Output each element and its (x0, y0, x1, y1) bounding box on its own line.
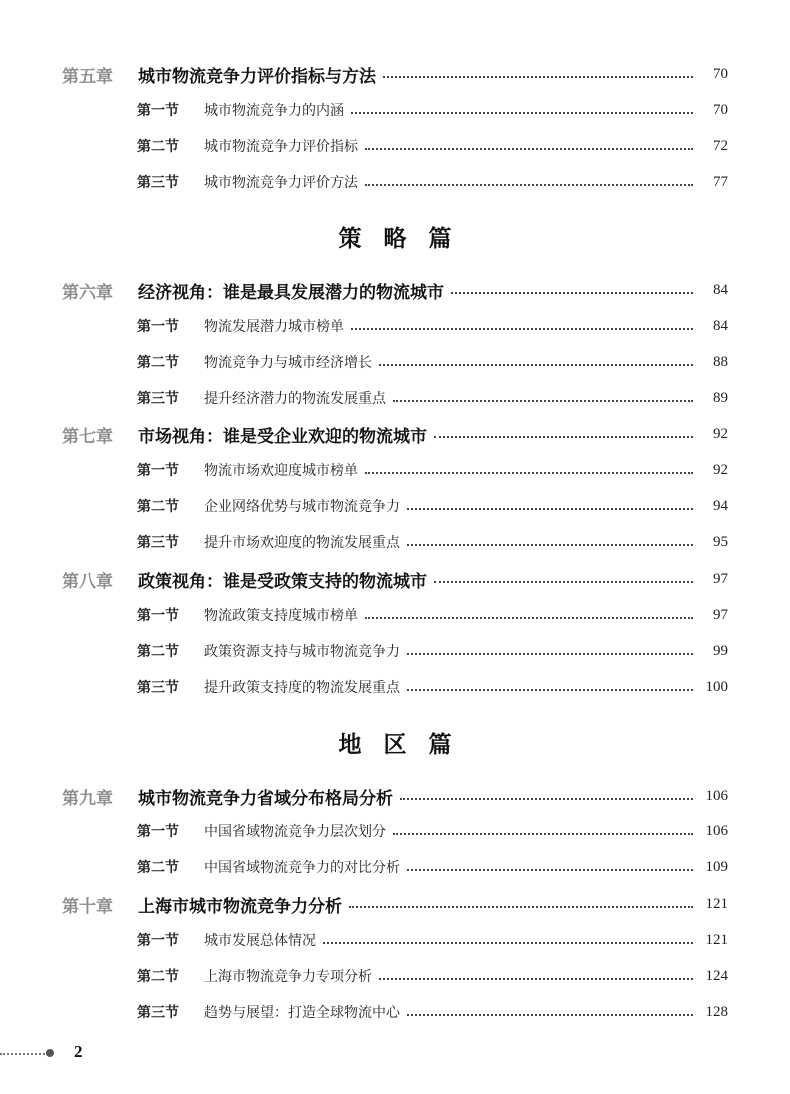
toc-chapter-7[interactable] (62, 422, 728, 446)
section-label: 第三节 (137, 1005, 179, 1021)
page-number: 70 (713, 101, 728, 118)
section-label: 第二节 (137, 139, 179, 155)
page-number: 97 (713, 606, 728, 623)
section-title: 上海市物流竞争力专项分析 (204, 969, 372, 985)
toc-section[interactable] (137, 458, 728, 482)
section-title: 企业网络优势与城市物流竞争力 (204, 499, 400, 515)
section-label: 第三节 (137, 680, 179, 696)
page-number: 77 (713, 173, 728, 190)
dot-leader (400, 798, 693, 800)
dot-leader (407, 544, 693, 546)
toc-section[interactable] (137, 1000, 728, 1024)
dot-leader (393, 400, 693, 402)
dot-leader (393, 833, 693, 835)
dot-leader (323, 942, 693, 944)
toc-section[interactable] (137, 855, 728, 879)
chapter-label: 第十章 (62, 896, 113, 917)
dot-leader (407, 689, 693, 691)
section-title: 提升市场欢迎度的物流发展重点 (204, 535, 400, 551)
toc-chapter-5[interactable] (62, 62, 728, 86)
dot-leader (351, 328, 693, 330)
footer-dotted-rule (0, 1053, 48, 1055)
section-label: 第三节 (137, 535, 179, 551)
section-label: 第二节 (137, 499, 179, 515)
section-title: 城市物流竞争力评价方法 (204, 175, 358, 191)
page-number: 97 (713, 570, 728, 587)
section-title: 物流市场欢迎度城市榜单 (204, 463, 358, 479)
chapter-title: 市场视角：谁是受企业欢迎的物流城市 (138, 426, 427, 447)
section-title: 城市物流竞争力评价指标 (204, 139, 358, 155)
page-number: 99 (713, 642, 728, 659)
chapter-title: 政策视角：谁是受政策支持的物流城市 (138, 571, 427, 592)
section-title: 城市发展总体情况 (204, 933, 316, 949)
section-label: 第二节 (137, 969, 179, 985)
dot-leader (383, 76, 693, 78)
page-number: 84 (713, 281, 728, 298)
toc-section[interactable] (137, 170, 728, 194)
dot-leader (407, 653, 693, 655)
dot-leader (349, 906, 693, 908)
page-number: 92 (713, 425, 728, 442)
dot-leader (434, 581, 693, 583)
section-label: 第三节 (137, 391, 179, 407)
chapter-title: 上海市城市物流竞争力分析 (138, 896, 342, 917)
toc-chapter-6[interactable] (62, 278, 728, 302)
section-title: 物流政策支持度城市榜单 (204, 608, 358, 624)
section-title: 提升政策支持度的物流发展重点 (204, 680, 400, 696)
dot-leader (365, 472, 693, 474)
toc-section[interactable] (137, 819, 728, 843)
section-title: 物流竞争力与城市经济增长 (204, 355, 372, 371)
toc-section[interactable] (137, 386, 728, 410)
section-title: 中国省域物流竞争力的对比分析 (204, 860, 400, 876)
page-number: 94 (713, 497, 728, 514)
part-heading-region: 地区篇 (338, 731, 474, 758)
page-number: 88 (713, 353, 728, 370)
section-title: 中国省域物流竞争力层次划分 (204, 824, 386, 840)
dot-leader (365, 617, 693, 619)
toc-section[interactable] (137, 98, 728, 122)
dot-leader (365, 184, 693, 186)
part-heading-strategy: 策略篇 (338, 225, 474, 252)
toc-section[interactable] (137, 603, 728, 627)
toc-chapter-9[interactable] (62, 784, 728, 808)
footer-bullet-dot (46, 1049, 54, 1057)
toc-section[interactable] (137, 314, 728, 338)
dot-leader (365, 148, 693, 150)
section-label: 第一节 (137, 103, 179, 119)
page-number: 124 (705, 967, 728, 984)
toc-section[interactable] (137, 964, 728, 988)
section-label: 第一节 (137, 463, 179, 479)
section-label: 第一节 (137, 319, 179, 335)
page-number: 92 (713, 461, 728, 478)
section-title: 政策资源支持与城市物流竞争力 (204, 644, 400, 660)
dot-leader (379, 978, 693, 980)
page-number: 95 (713, 533, 728, 550)
footer-page-number: 2 (74, 1042, 83, 1061)
dot-leader (407, 1014, 693, 1016)
page-number: 121 (705, 931, 728, 948)
toc-section[interactable] (137, 639, 728, 663)
chapter-label: 第八章 (62, 571, 113, 592)
page-number: 106 (705, 822, 728, 839)
section-title: 提升经济潜力的物流发展重点 (204, 391, 386, 407)
section-title: 物流发展潜力城市榜单 (204, 319, 344, 335)
section-label: 第一节 (137, 608, 179, 624)
section-label: 第二节 (137, 644, 179, 660)
page-number: 121 (705, 895, 728, 912)
page-number: 72 (713, 137, 728, 154)
section-label: 第二节 (137, 860, 179, 876)
page-number: 84 (713, 317, 728, 334)
dot-leader (407, 508, 693, 510)
section-label: 第二节 (137, 355, 179, 371)
chapter-label: 第六章 (62, 282, 113, 303)
toc-section[interactable] (137, 494, 728, 518)
dot-leader (407, 869, 693, 871)
page-number: 109 (705, 858, 728, 875)
toc-chapter-8[interactable] (62, 567, 728, 591)
dot-leader (379, 364, 693, 366)
toc-section[interactable] (137, 350, 728, 374)
toc-section[interactable] (137, 134, 728, 158)
section-label: 第一节 (137, 824, 179, 840)
dot-leader (451, 292, 693, 294)
section-title: 趋势与展望：打造全球物流中心 (204, 1005, 400, 1021)
dot-leader (351, 112, 693, 114)
section-label: 第三节 (137, 175, 179, 191)
chapter-title: 城市物流竞争力省域分布格局分析 (138, 788, 393, 809)
toc-section[interactable] (137, 675, 728, 699)
chapter-title: 城市物流竞争力评价指标与方法 (138, 66, 376, 87)
chapter-label: 第九章 (62, 788, 113, 809)
page-number: 128 (705, 1003, 728, 1020)
chapter-label: 第五章 (62, 66, 113, 87)
dot-leader (434, 436, 693, 438)
page-number: 106 (705, 787, 728, 804)
page-number: 70 (713, 65, 728, 82)
chapter-label: 第七章 (62, 426, 113, 447)
section-title: 城市物流竞争力的内涵 (204, 103, 344, 119)
chapter-title: 经济视角：谁是最具发展潜力的物流城市 (138, 282, 444, 303)
toc-section[interactable] (137, 530, 728, 554)
page-number: 100 (705, 678, 728, 695)
section-label: 第一节 (137, 933, 179, 949)
page-number: 89 (713, 389, 728, 406)
toc-chapter-10[interactable] (62, 892, 728, 916)
toc-section[interactable] (137, 928, 728, 952)
